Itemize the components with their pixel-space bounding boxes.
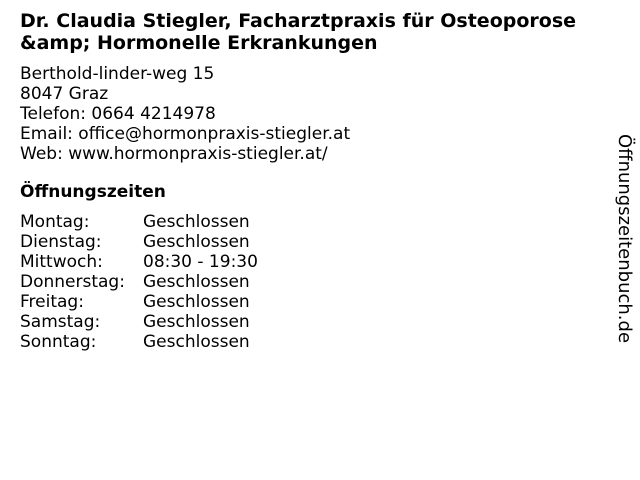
hours-time: Geschlossen [143, 292, 250, 312]
email-text: Email: office@hormonpraxis-stiegler.at [20, 124, 351, 144]
hours-time: Geschlossen [143, 232, 250, 252]
hours-row-thursday [20, 272, 615, 292]
hours-day: Freitag: [20, 292, 84, 312]
opening-hours-title: Öffnungszeiten [20, 182, 166, 202]
business-name: Dr. Claudia Stiegler, Facharztpraxis für Osteoporose &amp; Hormonelle Erkrankungen [20, 10, 577, 54]
hours-time: 08:30 - 19:30 [143, 252, 258, 272]
hours-time: Geschlossen [143, 312, 250, 332]
phone-text: Telefon: 0664 4214978 [20, 104, 216, 124]
contact-block [20, 64, 615, 164]
hours-time: Geschlossen [143, 212, 250, 232]
hours-day: Sonntag: [20, 332, 97, 352]
opening-hours-list [20, 212, 615, 352]
hours-row-tuesday [20, 232, 615, 252]
hours-day: Mittwoch: [20, 252, 103, 272]
hours-row-saturday [20, 312, 615, 332]
hours-row-sunday [20, 332, 615, 352]
hours-time: Geschlossen [143, 332, 250, 352]
web-text: Web: www.hormonpraxis-stiegler.at/ [20, 144, 328, 164]
hours-day: Dienstag: [20, 232, 102, 252]
hours-day: Montag: [20, 212, 90, 232]
brand-watermark: Öffnungszeitenbuch.de [614, 134, 635, 344]
hours-time: Geschlossen [143, 272, 250, 292]
hours-row-monday [20, 212, 615, 232]
hours-row-wednesday [20, 252, 615, 272]
address-city: 8047 Graz [20, 84, 109, 104]
hours-day: Samstag: [20, 312, 101, 332]
hours-day: Donnerstag: [20, 272, 125, 292]
address-street: Berthold-linder-weg 15 [20, 64, 215, 84]
business-card [20, 10, 615, 352]
hours-row-friday [20, 292, 615, 312]
